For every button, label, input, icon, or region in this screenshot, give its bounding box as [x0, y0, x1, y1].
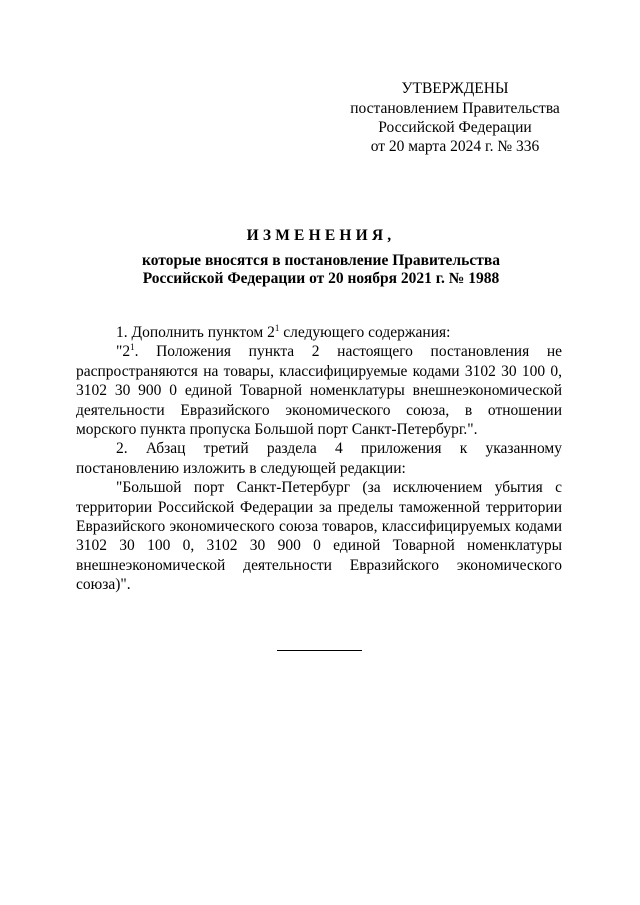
item-1-quote-text: . Положения пункта 2 настоящего постановления не распространяются на товары, классифицируемые кодами 3102 30 100 0, 3102 30 900 0 единой Товарной номенклатуры внешнеэкономической деятельности Евразийского экономического союза, в отношении морского пункта пропуска Большой порт Санкт-Петербург.".: [76, 343, 562, 439]
document-body: [76, 323, 562, 595]
item-1-quote: [76, 342, 562, 439]
item-1-quote-open: "2: [116, 343, 131, 361]
item-1-intro-superscript: 1: [274, 322, 280, 333]
document-heading: ИЗМЕНЕНИЯ,: [246, 227, 396, 244]
approval-line-1: постановлением Правительства: [350, 100, 560, 117]
approval-line-2: Российской Федерации: [378, 119, 532, 136]
closing-divider: [277, 650, 362, 651]
item-1-intro-text: 1. Дополнить пунктом 2: [116, 324, 275, 341]
item-1-intro-tail: следующего содержания:: [279, 324, 451, 341]
item-1-quote-superscript: 1: [130, 342, 135, 353]
item-2-intro: 2. Абзац третий раздела 4 приложения к указанному постановлению изложить в следующей редакции:: [76, 440, 562, 477]
item-1-intro: [76, 323, 562, 342]
approval-stamp: [340, 79, 570, 156]
document-title: [76, 227, 566, 289]
approval-title: УТВЕРЖДЕНЫ: [401, 80, 509, 97]
document-subtitle-line-1: которые вносятся в постановление Правительства: [142, 251, 500, 269]
approval-line-3: от 20 марта 2024 г. № 336: [370, 138, 540, 155]
item-2-quote: "Большой порт Санкт-Петербург (за исключением убытия с территории Российской Федерации за пределы таможенной территории Евразийского экономического союза товаров, классифицируемых кодами 3102 30 100 0, 3102 30 900 0 единой Товарной номенклатуры внешнеэкономической деятельности Евразийского экономического союза)".: [76, 479, 562, 594]
document-subtitle-line-2: Российской Федерации от 20 ноября 2021 г. № 1988: [142, 270, 500, 287]
